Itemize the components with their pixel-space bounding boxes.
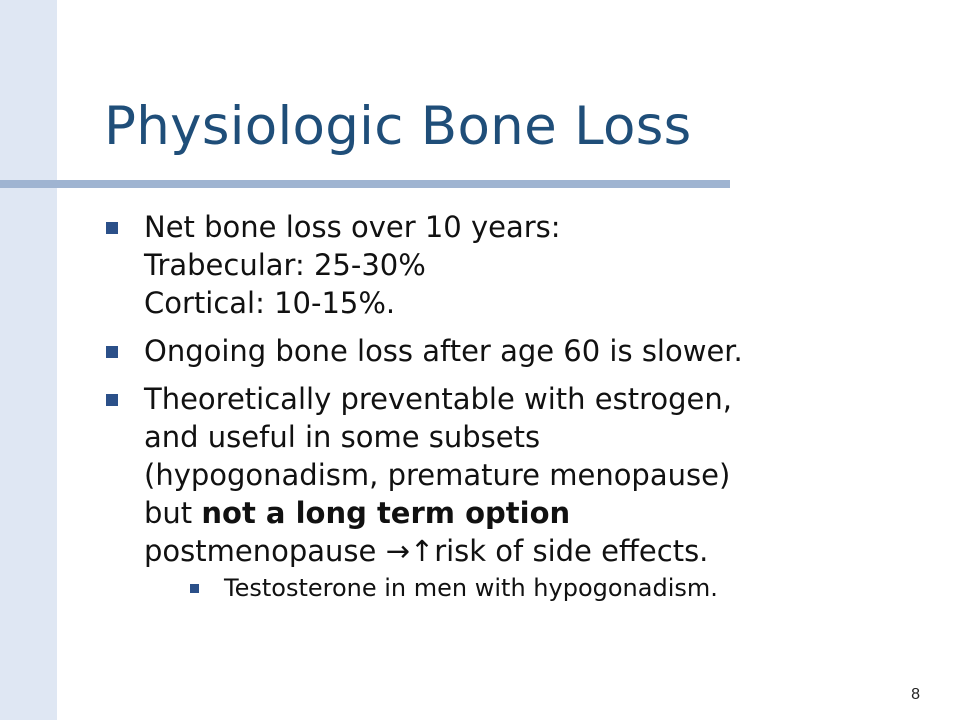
bullet-line: Cortical: 10-15%. xyxy=(144,286,396,320)
bullet-line: (hypogonadism, premature menopause) xyxy=(144,458,731,492)
square-bullet-icon xyxy=(106,394,118,406)
bullet-line: and useful in some subsets xyxy=(144,420,541,454)
left-decor-band xyxy=(0,0,57,720)
bullet-text: but xyxy=(144,496,202,530)
bullet-line: Ongoing bone loss after age 60 is slower. xyxy=(144,334,743,368)
title-underline xyxy=(0,180,730,188)
bold-emphasis: not a long term option xyxy=(201,496,571,530)
bullet-item xyxy=(104,380,924,604)
bullet-text: risk of side effects. xyxy=(434,534,709,568)
bullet-text: postmenopause xyxy=(144,534,386,568)
bullet-line: Trabecular: 25-30% xyxy=(144,248,426,282)
bullet-list xyxy=(104,208,924,614)
sub-bullet-text: Testosterone in men with hypogonadism. xyxy=(224,574,718,602)
bullet-item xyxy=(104,332,924,370)
page-number: 8 xyxy=(911,686,920,703)
bullet-line: Theoretically preventable with estrogen, xyxy=(144,382,732,416)
bullet-item xyxy=(104,208,924,322)
bullet-line xyxy=(144,532,924,570)
slide-title: Physiologic Bone Loss xyxy=(104,96,692,157)
arrow-right-up-icon: →↑ xyxy=(385,534,435,568)
bullet-line xyxy=(144,494,924,532)
bullet-line: Net bone loss over 10 years: xyxy=(144,210,561,244)
sub-bullet-item xyxy=(184,572,924,604)
square-bullet-icon xyxy=(106,346,118,358)
square-bullet-icon xyxy=(190,584,199,593)
square-bullet-icon xyxy=(106,222,118,234)
